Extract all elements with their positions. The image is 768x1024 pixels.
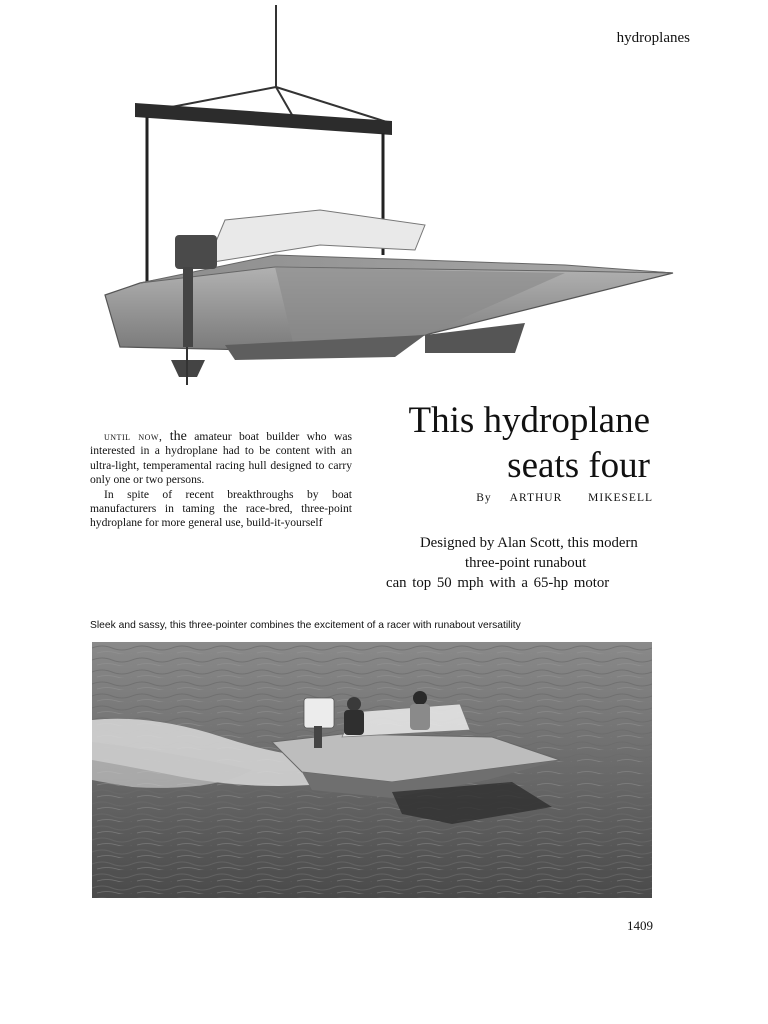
intro-text [90, 430, 352, 531]
article-title [409, 398, 650, 488]
intro-paragraph-2: In spite of recent breakthroughs by boat manufacturers in taming the race-bred, three-point hydroplane for more general use, build-it-yourself [90, 487, 352, 530]
photo-caption: Sleek and sassy, this three-pointer combines the excitement of a racer with runabout versatility [90, 620, 521, 631]
intro-paragraph-1 [90, 430, 352, 488]
intro-lead-in: until now, [104, 430, 163, 443]
deck-line-2: three-point runabout [465, 555, 587, 571]
title-line-1: This hydroplane [408, 400, 650, 441]
intro-paragraph-1-body: amateur boat builder who was interested in a hydroplane had to be content with an ultra-light, temperamental racing hull designed to carry only one or two persons. [90, 430, 352, 487]
byline-author: ARTHUR MIKESELL [509, 492, 653, 504]
deck-line-1: Designed by Alan Scott, this modern [420, 535, 638, 551]
article-deck [370, 533, 670, 593]
section-label: hydroplanes [616, 30, 690, 46]
page-number: 1409 [627, 918, 653, 933]
intro-the: the [169, 429, 187, 444]
boat-action-photo [92, 642, 652, 898]
byline [476, 492, 653, 504]
byline-prefix: By [476, 492, 492, 504]
deck-line-3: can top 50 mph with a 65-hp motor [386, 575, 610, 591]
hydroplane-hoist-illustration [95, 5, 680, 390]
title-line-2: seats four [507, 445, 650, 486]
